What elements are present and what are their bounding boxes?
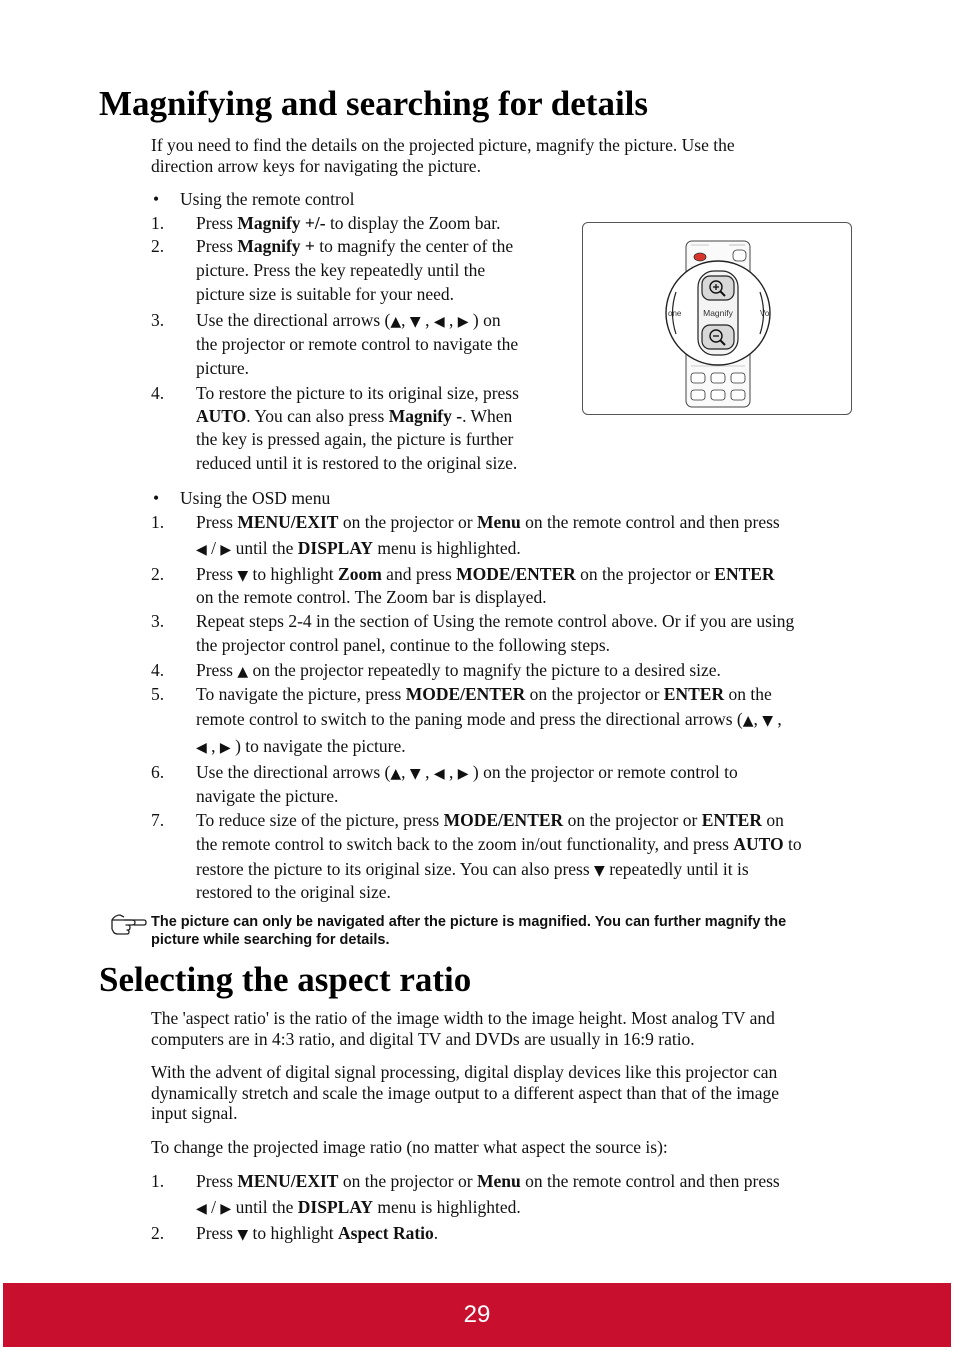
arrow-left-icon: ◀: [196, 1201, 207, 1217]
osd-step-7-line-1: To reduce size of the picture, press MODE/ENTER on the projector or ENTER on: [196, 810, 784, 830]
arrow-up-icon: ▲: [390, 314, 402, 330]
remote-step-3-line-2: the projector or remote control to navigate the: [196, 334, 519, 354]
arrow-up-icon: ▲: [237, 664, 249, 680]
step-number: 6.: [151, 762, 165, 782]
osd-step-7-line-4: restored to the original size.: [196, 882, 391, 902]
left-edge-label: one: [668, 309, 682, 318]
osd-step-1-line-1: Press MENU/EXIT on the projector or Menu on the remote control and then press: [196, 512, 780, 532]
intro-line-2: direction arrow keys for navigating the picture.: [151, 156, 481, 176]
arrow-left-icon: ◀: [433, 766, 445, 782]
osd-step-2-line-1: Press ▼ to highlight Zoom and press MODE/ENTER on the projector or ENTER: [196, 564, 775, 584]
arrow-down-icon: ▼: [762, 713, 774, 729]
arrow-down-icon: ▼: [409, 766, 421, 782]
remote-step-3-line-3: picture.: [196, 358, 249, 378]
remote-step-2-line-3: picture size is suitable for your need.: [196, 284, 455, 304]
osd-step-3-line-2: the projector control panel, continue to the following steps.: [196, 635, 611, 655]
arrow-left-icon: ◀: [196, 740, 207, 756]
step-number: 4.: [151, 660, 165, 680]
arrow-down-icon: ▼: [237, 568, 249, 584]
remote-step-1: Press Magnify +/- to display the Zoom bar.: [196, 213, 501, 233]
remote-control-illustration: [582, 222, 852, 415]
aspect-paragraph-2-line-1: With the advent of digital signal processing, digital display devices like this projector can: [151, 1062, 778, 1082]
arrow-right-icon: ▶: [220, 542, 232, 558]
pointing-hand-icon: [110, 912, 148, 936]
aspect-step-1-line-2: ◀ / ▶ until the DISPLAY menu is highlighted.: [196, 1197, 521, 1217]
osd-step-3-line-1: Repeat steps 2-4 in the section of Using the remote control above. Or if you are using: [196, 611, 795, 631]
osd-step-5-line-2: remote control to switch to the paning mode and press the directional arrows (▲, ▼ ,: [196, 709, 782, 729]
arrow-up-icon: ▲: [742, 713, 754, 729]
arrow-up-icon: ▲: [390, 766, 402, 782]
arrow-right-icon: ▶: [457, 314, 469, 330]
step-number: 5.: [151, 684, 165, 704]
arrow-left-icon: ◀: [433, 314, 445, 330]
step-number: 1.: [151, 213, 165, 233]
section-title-aspect-ratio: Selecting the aspect ratio: [99, 960, 472, 999]
arrow-right-icon: ▶: [219, 740, 231, 756]
osd-step-7-line-2: the remote control to switch back to the zoom in/out functionality, and press AUTO to: [196, 834, 802, 854]
osd-step-1-line-2: ◀ / ▶ until the DISPLAY menu is highlighted.: [196, 538, 521, 558]
aspect-paragraph-1-line-2: computers are in 4:3 ratio, and digital TV and DVDs are usually in 16:9 ratio.: [151, 1029, 695, 1049]
bullet-icon: •: [153, 488, 160, 508]
aspect-paragraph-1-line-1: The 'aspect ratio' is the ratio of the image width to the image height. Most analog TV and: [151, 1008, 775, 1028]
magnify-label: Magnify: [703, 308, 733, 318]
remote-step-4-line-1: To restore the picture to its original size, press: [196, 383, 519, 403]
remote-control-drawing: [583, 223, 851, 414]
osd-step-5-line-3: ◀ , ▶ ) to navigate the picture.: [196, 736, 406, 756]
remote-step-2-line-2: picture. Press the key repeatedly until the: [196, 260, 486, 280]
note-text: The picture can only be navigated after the picture is magnified. You can further magnify the picture while searching for details.: [151, 914, 787, 948]
aspect-paragraph-2-line-3: input signal.: [151, 1103, 238, 1123]
step-number: 3.: [151, 310, 165, 330]
arrow-down-icon: ▼: [409, 314, 421, 330]
step-number: 2.: [151, 236, 165, 256]
remote-step-4-line-4: reduced until it is restored to the original size.: [196, 453, 518, 473]
osd-step-5-line-1: To navigate the picture, press MODE/ENTER on the projector or ENTER on the: [196, 684, 772, 704]
step-number: 3.: [151, 611, 165, 631]
osd-step-7-line-3: restore the picture to its original size. You can also press ▼ repeatedly until it is: [196, 859, 749, 879]
intro-line-1: If you need to find the details on the projected picture, magnify the picture. Use the: [151, 135, 735, 155]
aspect-paragraph-2-line-2: dynamically stretch and scale the image output to a different aspect than that of the image: [151, 1083, 779, 1103]
arrow-down-icon: ▼: [237, 1227, 249, 1243]
step-number: 7.: [151, 810, 165, 830]
osd-step-4: Press ▲ on the projector repeatedly to magnify the picture to a desired size.: [196, 660, 721, 680]
step-number: 2.: [151, 564, 165, 584]
arrow-left-icon: ◀: [196, 542, 207, 558]
bullet-icon: •: [153, 189, 160, 209]
arrow-right-icon: ▶: [220, 1201, 232, 1217]
remote-step-2-line-1: Press Magnify + to magnify the center of the: [196, 236, 514, 256]
osd-step-2-line-2: on the remote control. The Zoom bar is displayed.: [196, 587, 547, 607]
section-title-magnifying: Magnifying and searching for details: [99, 84, 649, 123]
right-edge-label: Vo: [760, 309, 770, 318]
bullet-osd-menu: Using the OSD menu: [180, 488, 331, 508]
page-number: 29: [463, 1301, 491, 1328]
aspect-step-2: Press ▼ to highlight Aspect Ratio.: [196, 1223, 439, 1243]
page-footer-bar: [3, 1283, 951, 1347]
aspect-paragraph-3: To change the projected image ratio (no matter what aspect the source is):: [151, 1137, 668, 1157]
bullet-remote-control: Using the remote control: [180, 189, 355, 209]
step-number: 1.: [151, 512, 165, 532]
osd-step-6-line-1: Use the directional arrows (▲, ▼ , ◀ , ▶ ) on the projector or remote control to: [196, 762, 738, 782]
osd-step-6-line-2: navigate the picture.: [196, 786, 339, 806]
remote-step-4-line-3: the key is pressed again, the picture is further: [196, 429, 514, 449]
remote-step-3-line-1: Use the directional arrows (▲, ▼ , ◀ , ▶ ) on: [196, 310, 501, 330]
remote-step-4-line-2: AUTO. You can also press Magnify -. When: [196, 406, 513, 426]
step-number: 1.: [151, 1171, 165, 1191]
aspect-step-1-line-1: Press MENU/EXIT on the projector or Menu on the remote control and then press: [196, 1171, 780, 1191]
step-number: 4.: [151, 383, 165, 403]
arrow-right-icon: ▶: [457, 766, 469, 782]
arrow-down-icon: ▼: [594, 863, 605, 879]
step-number: 2.: [151, 1223, 165, 1243]
